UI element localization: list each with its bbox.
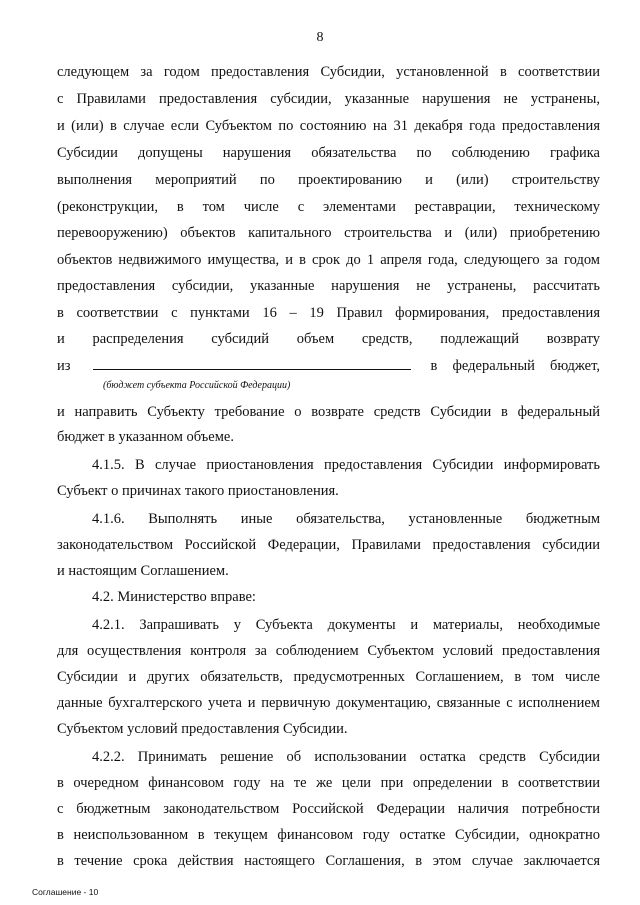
page-footer: Соглашение - 10: [32, 887, 99, 897]
text-line: Субсидии и других обязательств, предусмотренных Соглашением, в том числе: [57, 669, 600, 685]
text-line: следующем за годом предоставления Субсидии, установленной в соответствии: [57, 64, 600, 80]
text-line: в течение срока действия настоящего Соглашения, в этом случае заключается: [57, 853, 600, 869]
page-number: 8: [316, 30, 324, 45]
text-line: бюджет в указанном объеме.: [57, 429, 234, 445]
text-line: данные бухгалтерского учета и первичную документацию, связанные с исполнением: [57, 695, 600, 711]
text-line: выполнения мероприятий по проектированию и (или) строительству: [57, 172, 600, 188]
text-line: и распределения субсидий объем средств, подлежащий возврату: [57, 331, 600, 347]
fill-in-word: в: [430, 358, 438, 374]
text-line: с Правилами предоставления субсидии, указанные нарушения не устранены,: [57, 91, 600, 107]
fill-in-blank: [93, 355, 411, 370]
text-line: в неиспользованном в текущем финансовом году остатке Субсидии, однократно: [57, 827, 600, 843]
text-line: предоставления субсидии, указанные нарушения не устранены, рассчитать: [57, 278, 600, 294]
text-line: для осуществления контроля за соблюдением Субъектом условий предоставления: [57, 643, 600, 659]
fill-in-prefix: из: [57, 358, 71, 374]
paragraph-4-2-1: 4.2.1. Запрашивать у Субъекта документы и материалы, необходимые: [92, 617, 600, 633]
text-line: в соответствии с пунктами 16 – 19 Правил формирования, предоставления: [57, 305, 600, 321]
text-line: перевооружению) объектов капитального строительства и (или) приобретению: [57, 225, 600, 241]
fill-in-word: федеральный: [452, 358, 535, 374]
text-line: объектов недвижимого имущества, и в срок до 1 апреля года, следующего за годом: [57, 252, 600, 268]
fill-in-caption: (бюджет субъекта Российской Федерации): [103, 380, 291, 391]
text-line: в очередном финансовом году на те же цели при определении в соответствии: [57, 775, 600, 791]
fill-in-word: бюджет,: [550, 358, 600, 374]
text-line: (реконструкции, в том числе с элементами реставрации, техническому: [57, 199, 600, 215]
text-line: и настоящим Соглашением.: [57, 563, 229, 579]
paragraph-4-1-5: 4.1.5. В случае приостановления предоставления Субсидии информировать: [92, 457, 600, 473]
text-line: законодательством Российской Федерации, Правилами предоставления субсидии: [57, 537, 600, 553]
fill-in-rest: [431, 356, 601, 376]
text-line: и направить Субъекту требование о возврате средств Субсидии в федеральный: [57, 404, 600, 420]
text-line: с бюджетным законодательством Российской Федерации наличия потребности: [57, 801, 600, 817]
paragraph-4-2: 4.2. Министерство вправе:: [92, 589, 256, 605]
text-line: Субъектом условий предоставления Субсидии.: [57, 721, 348, 737]
paragraph-4-1-6: 4.1.6. Выполнять иные обязательства, установленные бюджетным: [92, 511, 600, 527]
text-line: и (или) в случае если Субъектом по состоянию на 31 декабря года предоставления: [57, 118, 600, 134]
fill-in-line: [57, 355, 600, 376]
text-line: Субъект о причинах такого приостановления.: [57, 483, 339, 499]
paragraph-4-2-2: 4.2.2. Принимать решение об использовании остатка средств Субсидии: [92, 749, 600, 765]
text-line: Субсидии допущены нарушения обязательства по соблюдению графика: [57, 145, 600, 161]
